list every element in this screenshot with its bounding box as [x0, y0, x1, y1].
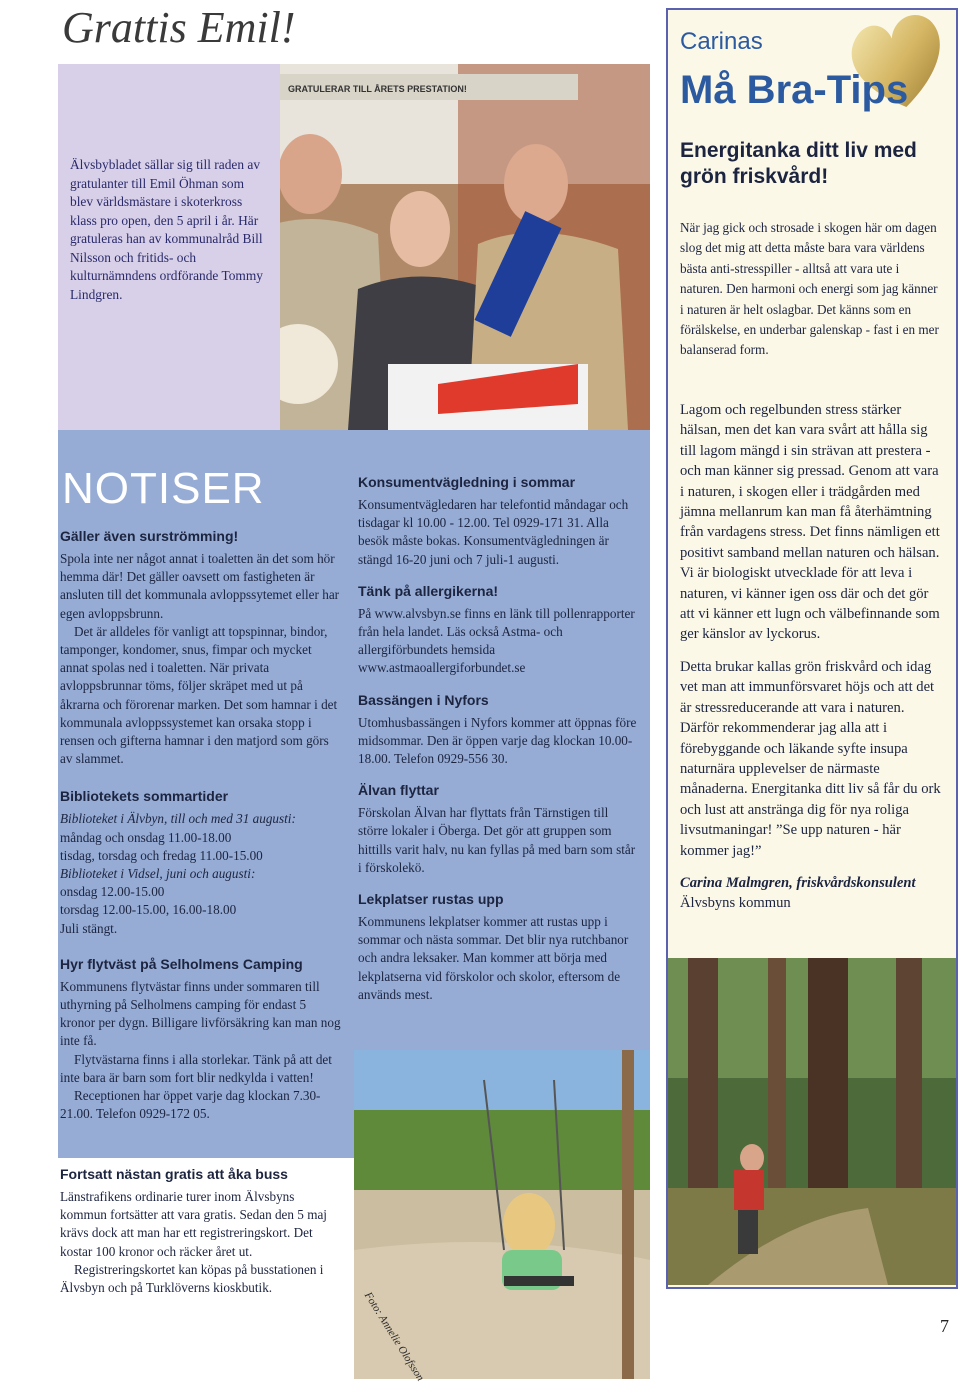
allergi-p1: På www.alvsbyn.se finns en länk till pollenrapporter från hela landet. Läs också Astma- och allergiförbundets hemsida www.astmaoallergiforbundet.se	[358, 605, 635, 676]
flytvast-heading: Hyr flytväst på Selholmens Camping	[60, 955, 303, 972]
award-photo	[58, 64, 650, 430]
photo-caption: Älvsbybladet sällar sig till raden av gratulanter till Emil Öhman som blev världsmästare i skoterkross klass pro open, den 5 april i år. Här gratuleras han av kommunalråd Bill Nilsson och fritids- och kulturnämndens ordförande Tommy Lindgren.	[70, 157, 263, 302]
buss-p1: Länstrafikens ordinarie turer inom Älvsbyns kommun fortsätter att vara gratis. Sedan den 5 maj krävs dock att man har ett registreringskort. Det kostar 100 kronor och räcker året ut.	[60, 1189, 327, 1259]
forest-photo	[668, 958, 956, 1285]
notiser-title: NOTISER	[62, 464, 265, 513]
buss-body	[60, 1188, 342, 1297]
allergi-heading: Tänk på allergikerna!	[358, 582, 499, 599]
bibliotek-sub2: Biblioteket i Vidsel, juni och augusti:	[60, 866, 256, 882]
surstromming-p2: Det är alldeles för vanligt att topspinnar, bindor, tamponger, kondomer, snus, fimpar och mycket annat spolas ned i toaletten. När privata avloppsbrunnar töms, följer skräpet med ut på åkrarna och förorenar marken. Det som hamnar i det kommunala avloppssystemet kan orsaka stopp i rensen och gifterna hamnar i den matjord som görs av slammet.	[60, 623, 338, 767]
lekplatser-body	[358, 913, 640, 1004]
mabra-heading: Energitanka ditt liv med grön friskvård!	[680, 139, 917, 188]
bibliotek-line3: onsdag 12.00-15.00	[60, 884, 165, 900]
notiser-column	[60, 528, 342, 1123]
playground-photo	[354, 1050, 650, 1379]
flytvast-p1: Kommunens flytvästar finns under sommaren till uthyrning på Selholmens camping för endast 5 kronor per dygn. Billigare livförsäkring kan man nog inte få.	[60, 978, 341, 1049]
surstromming-body	[60, 550, 342, 768]
mabra-p1: Lagom och regelbunden stress stärker hälsan, men det kan vara svårt att hålla sig till lagom mängd i sin strävan att prestera - och man känner sig pressad. Genom att vara i naturen, i skogen eller i trädgården med jämna mellanrum kan man få återhämtning från vardagens stress. Det finns nämligen ett positivt samband mellan naturen och hälsan. Vi är biologiskt utvecklade för att leva i naturen, vi känner igen oss där och det gör att vi känner ett lugn och välbefinnande som ger känslor av lyckorus.	[680, 402, 940, 643]
playground-illustration	[354, 1050, 650, 1379]
forest-illustration	[668, 958, 956, 1285]
konsument-heading: Konsumentvägledning i sommar	[358, 474, 576, 490]
buss-heading: Fortsatt nästan gratis att åka buss	[60, 1166, 288, 1182]
buss-p2: Registreringskortet kan köpas på busstationen i Älvsbyn och på Turklöverns kioskbutik.	[60, 1261, 324, 1296]
mabra-org: Älvsbyns kommun	[680, 895, 791, 912]
lekplatser-p1: Kommunens lekplatser kommer att rustas upp i sommar och nästa sommar. Det blir nya rutchbanor och andra leksaker. Man kommer att börja med lekplatserna vid förskolor och skolor, eftersom de används mest.	[358, 914, 629, 1002]
alvan-heading: Älvan flyttar	[358, 782, 439, 799]
flytvast-p3: Receptionen har öppet varje dag klockan 7.30-21.00. Telefon 0929-172 05.	[60, 1088, 321, 1122]
bibliotek-body	[60, 810, 342, 937]
page-headline: Grattis Emil!	[62, 3, 296, 52]
flytvast-body	[60, 978, 342, 1124]
bassang-p1: Utomhusbassängen i Nyfors kommer att öppnas före midsommar. Den är öppen varje dag klockan 10.00-18.00. Telefon 0929-556 30.	[358, 714, 637, 767]
mabra-signature: Carina Malmgren, friskvårdskonsulent	[680, 874, 916, 891]
bibliotek-line2: tisdag, torsdag och fredag 11.00-15.00	[60, 847, 263, 863]
konsument-body	[358, 496, 640, 569]
bibliotek-heading: Bibliotekets sommartider	[60, 788, 229, 805]
bibliotek-sub1: Biblioteket i Älvbyn, till och med 31 augusti:	[60, 811, 296, 827]
flytvast-p2: Flytvästarna finns i alla storlekar. Tänk på att det inte bara är barn som fort blir nedkylda i vatten!	[60, 1051, 332, 1085]
alvan-body	[358, 804, 640, 877]
mabra-body	[680, 400, 942, 914]
bassang-heading: Bassängen i Nyfors	[358, 691, 489, 708]
mabra-title: Må Bra-Tips	[680, 68, 909, 112]
page-number: 7	[940, 1316, 949, 1336]
photo-credit: Foto: Annelie Olofsson	[361, 1290, 427, 1383]
bibliotek-line1: måndag och onsdag 11.00-18.00	[60, 829, 232, 845]
surstromming-heading: Gäller även surströmming!	[60, 528, 239, 544]
photo-banner-text: GRATULERAR TILL ÅRETS PRESTATION!	[288, 84, 467, 94]
konsument-p1: Konsumentvägledaren har telefontid måndagar och tisdagar kl 10.00 - 12.00. Tel 0929-171 31. Alla besök måste bokas. Konsumentvägledningen är stängd 16-20 juni och 7 juli-1 augusti.	[358, 497, 629, 567]
bus-section	[60, 1166, 342, 1297]
bibliotek-line5: Juli stängt.	[60, 920, 118, 936]
mabra-intro: När jag gick och strosade i skogen här om dagen slog det mig att detta måste bara vara världens bästa anti-stresspiller - alltså att vara ute i naturen. Den harmoni och energi som jag känner i naturen är helt oslagbar. Det känns som en förälskelse, en underbar galenskap - fast i en mer balanserad form.	[680, 220, 939, 358]
lekplatser-heading: Lekplatser rustas upp	[358, 891, 504, 908]
surstromming-p1: Spola inte ner något annat i toaletten än det som hör hemma där! Det gäller oavsett om fastigheten är ansluten till det kommunala avloppssytemet eller har egen avloppsbrunn.	[60, 551, 340, 621]
bibliotek-line4: torsdag 12.00-15.00, 16.00-18.00	[60, 902, 237, 918]
alvan-p1: Förskolan Älvan har flyttats från Tärnstigen till större lokaler i Öberga. Det gör att gruppen som hittills varit halv, nu kan fyllas på med barn som står i förskolekö.	[358, 805, 636, 875]
mabra-p2: Detta brukar kallas grön friskvård och idag vet man att immunförsvaret höjs och att det är stressreducerande att vara i naturen. Därför rekommenderar jag alla att i förebyggande och läkande syfte insupa naturnära upplevelser de närmaste månaderna. Energitanka ditt liv så får du ork och lust att anstränga dig för nya roliga livsutmaningar! ”Se upp naturen - här kommer jag!”	[680, 658, 941, 859]
mid-column	[358, 474, 640, 1004]
mabra-kicker: Carinas	[680, 28, 763, 55]
bassang-body	[358, 714, 640, 769]
caption-box	[58, 64, 280, 430]
allergi-body	[358, 605, 640, 678]
